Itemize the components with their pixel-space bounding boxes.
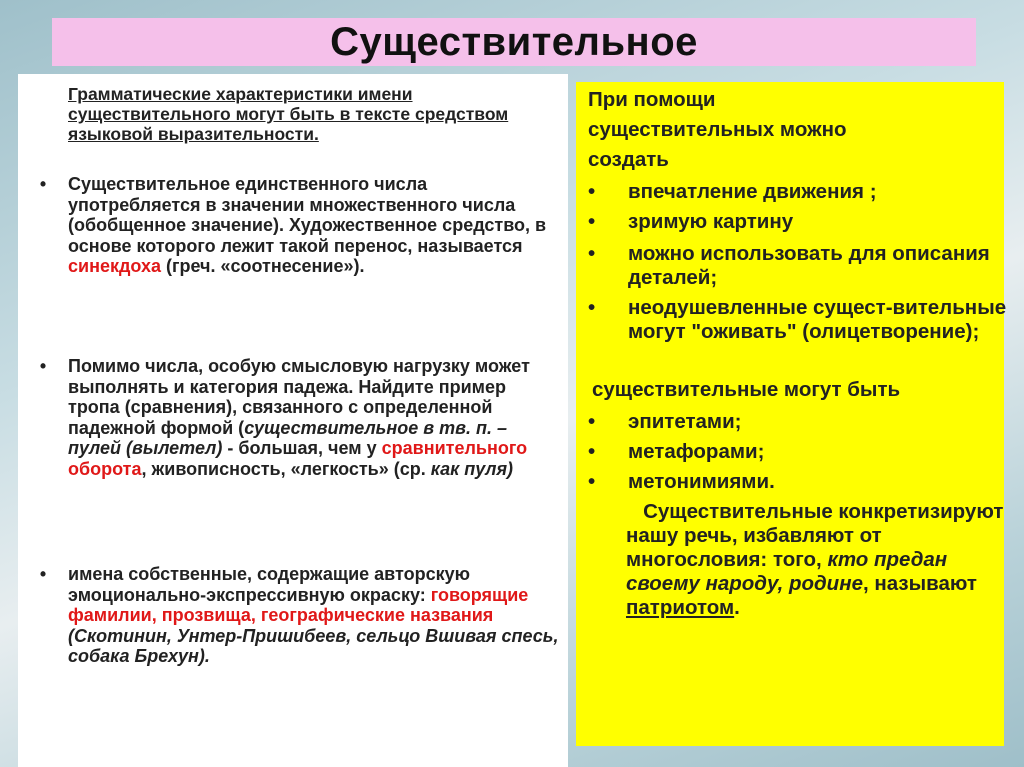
text-part: Существительные конкретизируют нашу речь, избавляют от многословия: того,: [626, 500, 1004, 571]
text-part: , называют: [863, 572, 977, 595]
text-part: - большая, чем у: [222, 438, 382, 459]
right-line-3: создать: [588, 148, 669, 171]
bullet-marker: •: [588, 410, 596, 433]
right-line-4: существительные могут быть: [592, 378, 901, 401]
bullet-marker: •: [588, 210, 596, 233]
item-text: можно использовать для описания деталей;: [628, 242, 990, 289]
bullet-marker: •: [588, 440, 596, 463]
text-part: Помимо числа, особую смысловую нагрузку может выполнять и категория падежа. Найдите пример тропа (сравнения), связанного с определенной падежной формой (: [68, 356, 530, 438]
item-text: метафорами;: [628, 440, 765, 463]
title-bar: [52, 18, 976, 66]
bullet-marker: •: [39, 174, 47, 194]
highlight-term: сравнительного оборота: [68, 438, 528, 479]
bullet-marker: •: [39, 564, 47, 584]
item-text: зримую картину: [628, 210, 794, 233]
text-part: имена собственные, содержащие авторскую эмоционально-экспрессивную окраску:: [68, 564, 470, 605]
right-final-paragraph: [626, 500, 1006, 620]
bullet-text: [68, 174, 560, 277]
item-text: впечатление движения ;: [628, 180, 877, 203]
intro-text: Грамматические характеристики имени существительного могут быть в тексте средством языковой выразительности.: [68, 84, 509, 144]
bullet-marker: •: [588, 242, 596, 265]
text-part: .: [734, 596, 740, 619]
bullet-marker: •: [588, 180, 596, 203]
item-text: неодушевленные сущест-вительные могут "оживать" (олицетворение);: [628, 296, 1007, 343]
bullet-text: [68, 356, 560, 480]
right-line-2: существительных можно: [588, 118, 847, 141]
right-line-1: При помощи: [588, 88, 716, 111]
text-part: (греч. «соотнесение»).: [160, 256, 365, 277]
bullet-marker: •: [588, 470, 596, 493]
text-part: , живописность, «легкость» (ср.: [141, 458, 431, 479]
italic-example: как пуля): [430, 458, 514, 479]
item-text: эпитетами;: [628, 410, 742, 433]
underlined-term: патриотом: [626, 596, 735, 619]
highlight-term: говорящие фамилии, прозвища, географические названия: [68, 584, 529, 626]
highlight-term: синекдоха: [68, 256, 161, 277]
italic-example: существительное в тв. п. – пулей (вылетел): [68, 417, 507, 459]
italic-example: (Скотинин, Унтер-Пришибеев, сельцо Вшивая спесь, собака Брехун).: [68, 625, 559, 667]
bullet-marker: •: [588, 296, 596, 319]
bullet-text: [68, 564, 560, 667]
page-title: Существительное: [330, 19, 698, 64]
text-part: Существительное единственного числа употребляется в значении множественного числа (обобщенное значение). Художественное средство, в основе которого лежит такой перенос, называется: [68, 174, 547, 256]
left-panel: [18, 74, 568, 767]
italic-example: кто предан своему народу, родине: [626, 548, 948, 595]
item-text: метонимиями.: [628, 470, 775, 493]
right-panel: [576, 82, 1007, 746]
bullet-marker: •: [39, 356, 47, 376]
